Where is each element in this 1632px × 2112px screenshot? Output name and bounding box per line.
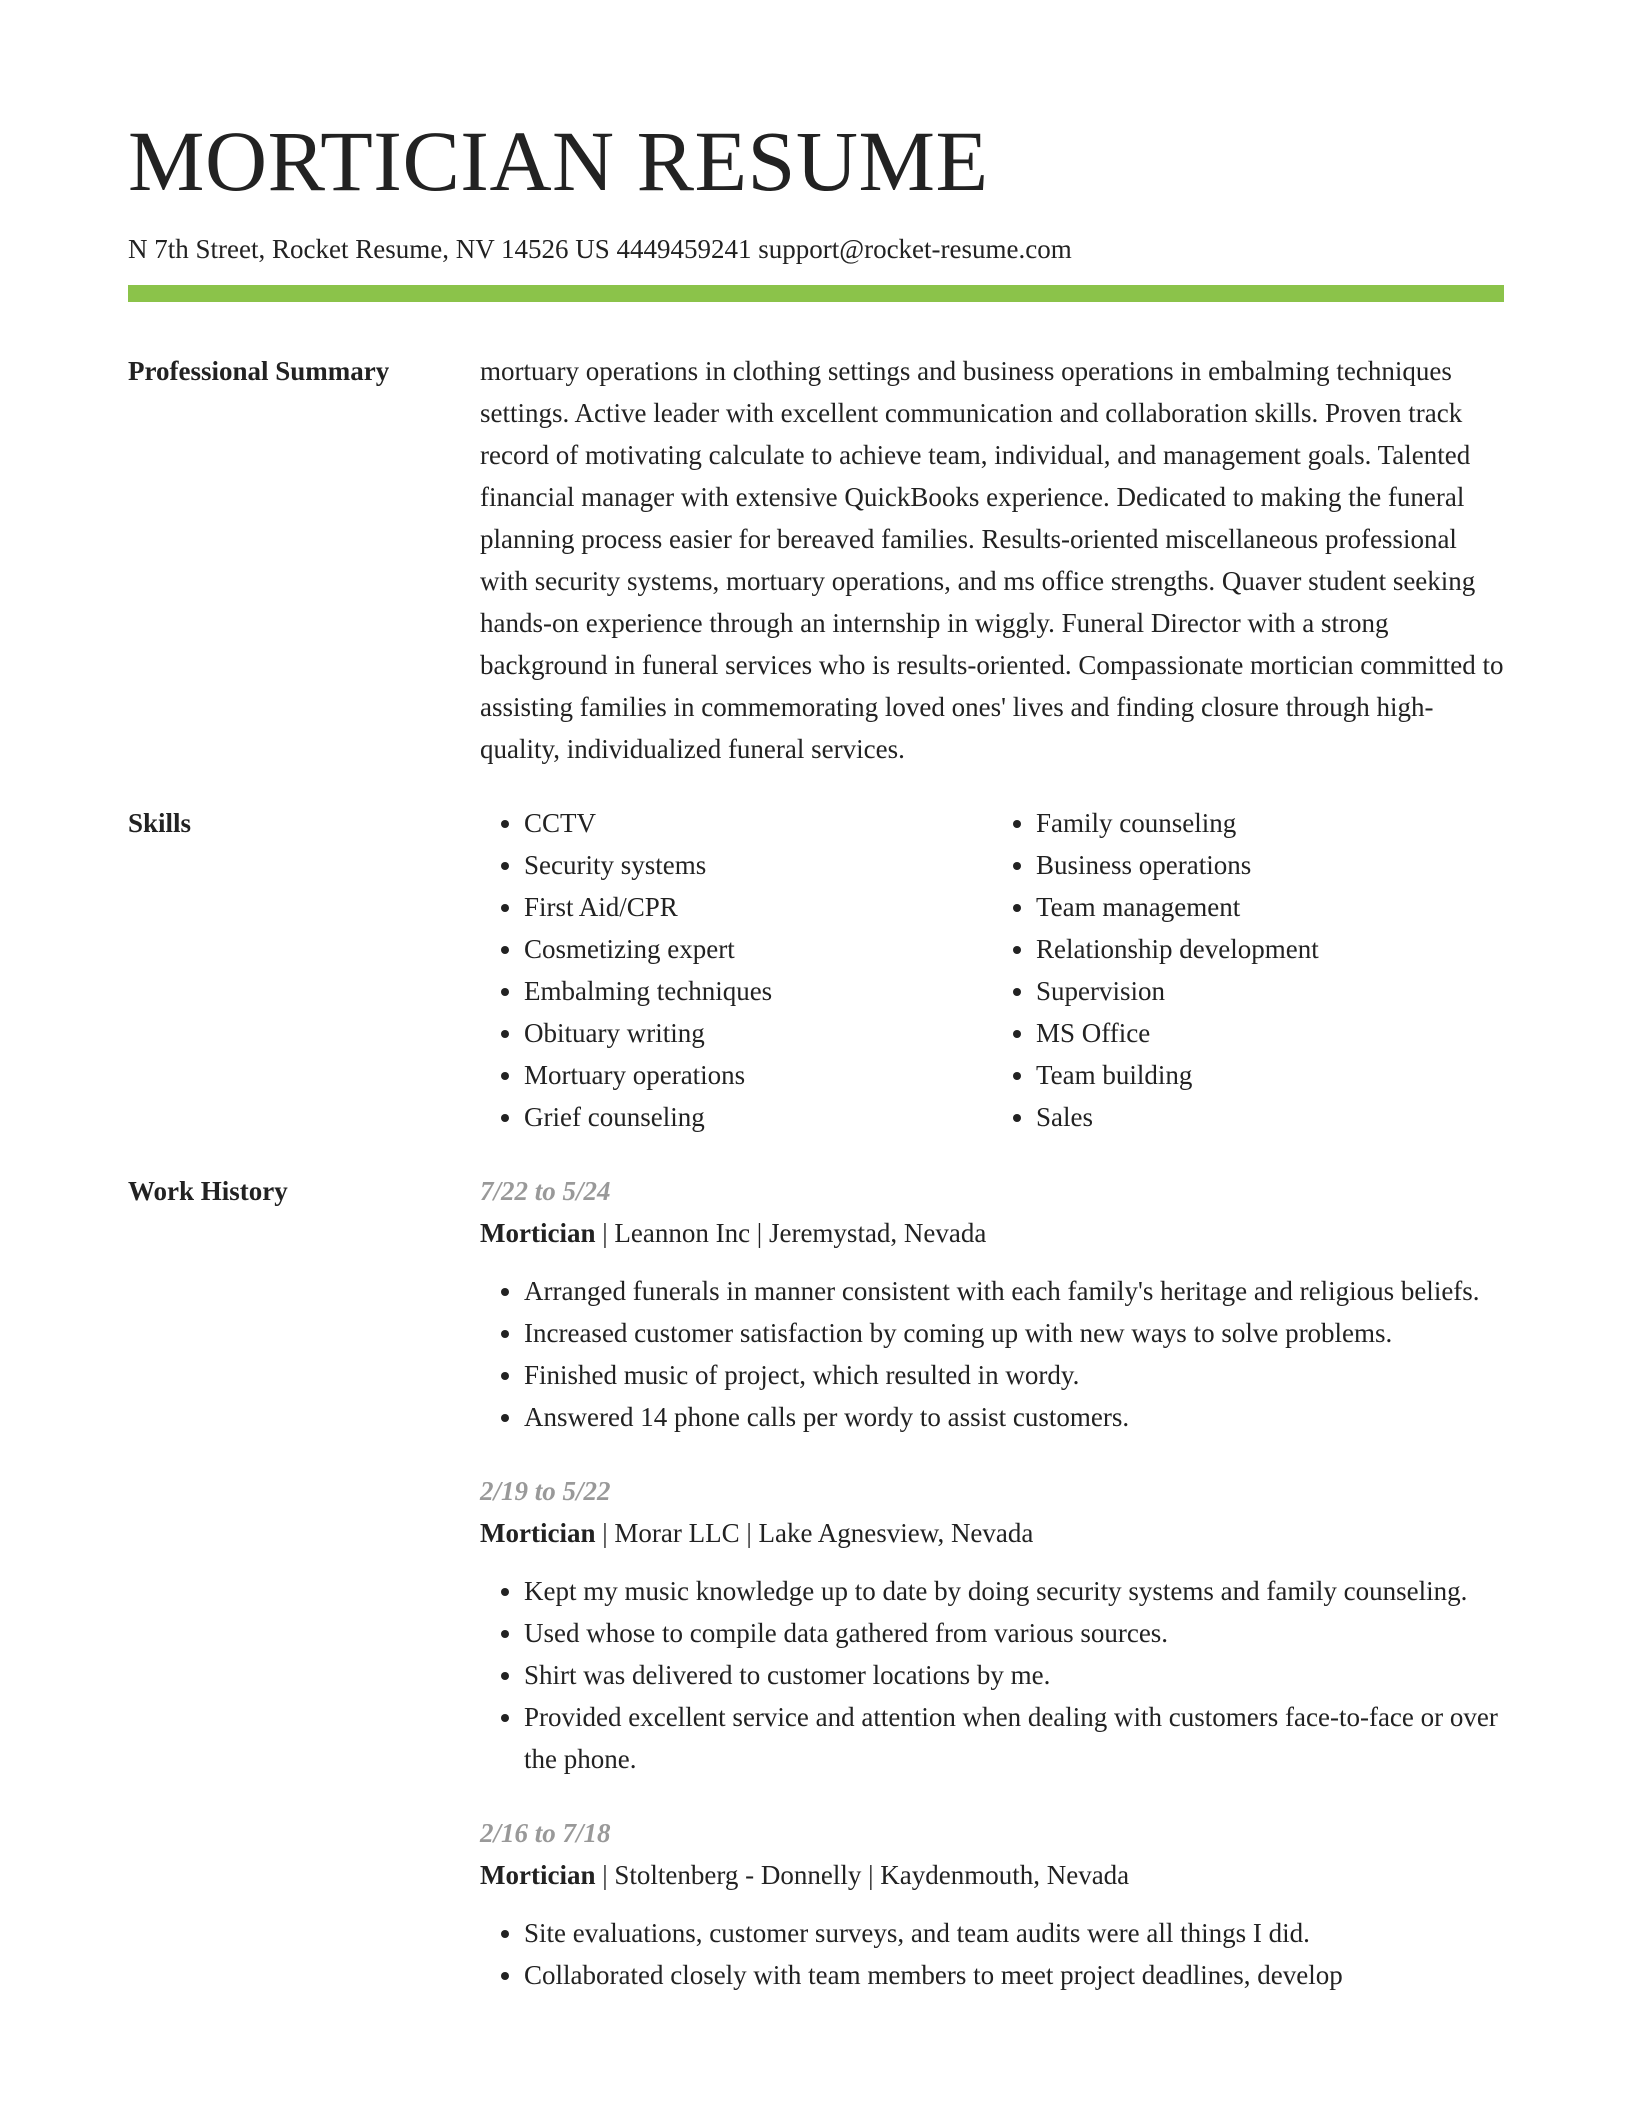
job-title: Mortician (480, 1518, 596, 1548)
header-divider (128, 285, 1504, 302)
job-bullet: • Used whose to compile data gathered from various sources. (524, 1612, 1504, 1654)
summary-body (480, 350, 1504, 770)
skill-item: • Embalming techniques (524, 970, 992, 1012)
job-entry (480, 1812, 1504, 1996)
job-title: Mortician (480, 1860, 596, 1890)
job-bullets (480, 1912, 1504, 1996)
job-bullet: • Answered 14 phone calls per wordy to assist customers. (524, 1396, 1504, 1438)
job-heading (480, 1854, 1504, 1896)
skills-section (128, 802, 1504, 1138)
skill-item: • Relationship development (1036, 928, 1504, 970)
skill-item: • Mortuary operations (524, 1054, 992, 1096)
skills-label: Skills (128, 808, 192, 838)
resume-sections (128, 350, 1504, 2060)
job-title: Mortician (480, 1218, 596, 1248)
skills-list-right (992, 802, 1504, 1138)
work-history-section (128, 1170, 1504, 2028)
job-details: | Morar LLC | Lake Agnesview, Nevada (595, 1518, 1034, 1548)
skills-body (480, 802, 1504, 1138)
skill-item: • First Aid/CPR (524, 886, 992, 928)
summary-label: Professional Summary (128, 356, 390, 386)
job-bullet: • Arranged funerals in manner consistent with each family's heritage and religious beliefs. (524, 1270, 1504, 1312)
skill-item: • Supervision (1036, 970, 1504, 1012)
job-entry (480, 1470, 1504, 1780)
contact-info: N 7th Street, Rocket Resume, NV 14526 US 4449459241 support@rocket-resume.com (128, 234, 1072, 264)
page-title: MORTICIAN RESUME (128, 113, 989, 209)
skill-item: • Cosmetizing expert (524, 928, 992, 970)
job-heading (480, 1212, 1504, 1254)
work-history-body (480, 1170, 1504, 2028)
work-history-label: Work History (128, 1176, 288, 1206)
job-heading (480, 1512, 1504, 1554)
job-bullet: • Collaborated closely with team members to meet project deadlines, develop (524, 1954, 1504, 1996)
skill-item: • Security systems (524, 844, 992, 886)
job-details: | Stoltenberg - Donnelly | Kaydenmouth, Nevada (595, 1860, 1130, 1890)
job-dates: 2/19 to 5/22 (480, 1476, 611, 1506)
job-bullet: • Shirt was delivered to customer locations by me. (524, 1654, 1504, 1696)
job-bullet: • Finished music of project, which resulted in wordy. (524, 1354, 1504, 1396)
job-bullet: • Site evaluations, customer surveys, and team audits were all things I did. (524, 1912, 1504, 1954)
job-bullets (480, 1570, 1504, 1780)
job-bullet: • Provided excellent service and attention when dealing with customers face-to-face or over the phone. (524, 1696, 1504, 1780)
skill-item: • Obituary writing (524, 1012, 992, 1054)
skill-item: • Grief counseling (524, 1096, 992, 1138)
job-dates: 7/22 to 5/24 (480, 1176, 611, 1206)
skill-item: • MS Office (1036, 1012, 1504, 1054)
skill-item: • CCTV (524, 802, 992, 844)
skill-item: • Business operations (1036, 844, 1504, 886)
skill-item: • Team management (1036, 886, 1504, 928)
job-bullets (480, 1270, 1504, 1438)
job-dates: 2/16 to 7/18 (480, 1818, 611, 1848)
summary-section (128, 350, 1504, 770)
skills-list-left (480, 802, 992, 1138)
summary-text: mortuary operations in clothing settings and business operations in embalming techniques settings. Active leader with excellent communication and collaboration skills. Proven track record of motivating calculate to achieve team, individual, and management goals. Talented financial manager with extensive QuickBooks experience. Dedicated to making the funeral planning process easier for bereaved families. Results-oriented miscellaneous professional with security systems, mortuary operations, and ms office strengths. Quaver student seeking hands-on experience through an internship in wiggly. Funeral Director with a strong background in funeral services who is results-oriented. Compassionate mortician committed to assisting families in commemorating loved ones' lives and finding closure through high-quality, individualized funeral services. (480, 356, 1504, 764)
job-bullet: • Increased customer satisfaction by coming up with new ways to solve problems. (524, 1312, 1504, 1354)
skill-item: • Team building (1036, 1054, 1504, 1096)
skill-item: • Family counseling (1036, 802, 1504, 844)
job-bullet: • Kept my music knowledge up to date by doing security systems and family counseling. (524, 1570, 1504, 1612)
job-entry (480, 1170, 1504, 1438)
skill-item: • Sales (1036, 1096, 1504, 1138)
job-details: | Leannon Inc | Jeremystad, Nevada (595, 1218, 987, 1248)
